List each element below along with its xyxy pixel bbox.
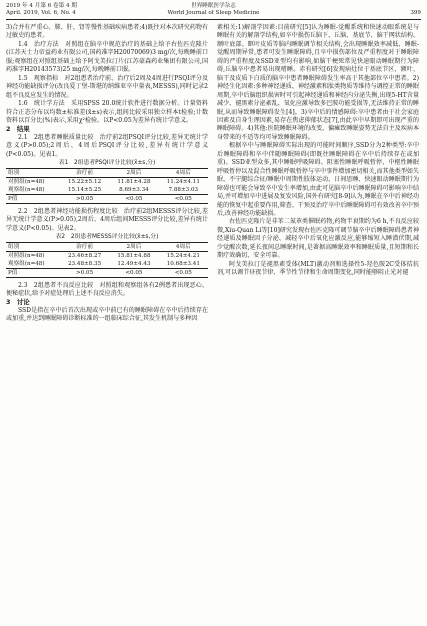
table-row <box>6 186 208 195</box>
table-header-row <box>6 168 208 177</box>
table-header-cell: 组别 <box>6 168 60 177</box>
table-header-cell: 治疗前 <box>60 168 109 177</box>
table-cell: P值 <box>6 268 60 277</box>
table-row <box>6 194 208 203</box>
table-row <box>6 177 208 186</box>
table-cell: >0.05 <box>60 268 109 277</box>
table-cell: 15.24±4.21 <box>166 252 200 259</box>
table-cell: 观察组(n=48) <box>8 260 45 267</box>
paragraph: 阿戈美拉汀是褪黑素受体(MLT)激动剂和选择性5-羟色胺2C受体拮抗剂,可以调节昼夜节律、季节性节律和生命周期变化,同时能够阻止光对褪 <box>217 260 419 277</box>
table-header-cell: 治疗前 <box>60 242 109 251</box>
journal-title-en: World Journal of Sleep Medicine <box>167 10 260 16</box>
paragraph: 2.3 2组患者不良反应比较 对照组和观察组各有2例患者出现恶心、便秘症状,给予对症处理后上述不良反应消失。 <box>6 281 208 297</box>
paragraph: 1.4 治疗方法 对照组在脑卒中规范治疗的基础上给予右佐匹克隆片(江苏天士力帝益药业有限公司,国药准字H20070069)3 mg/次,每晚睡前口服;观察组在对照组基础上给予阿戈美拉汀片(江苏豪森药业集团有限公司,国药准字H20143573)25 mg/次,每晚睡前口服。 <box>6 40 208 74</box>
left-column <box>6 24 208 324</box>
table-cell: <0.05 <box>159 268 208 277</box>
table-cell: <0.05 <box>109 268 158 277</box>
table-cell: 12.49±4.43 <box>117 260 151 267</box>
right-column <box>217 24 419 278</box>
journal-title-cn: 世界睡眠医学杂志 <box>191 3 236 9</box>
paragraph: 1.5 观察指标 对2组患者治疗前、治疗后2周及4周进行PSQI评分及神经功能缺损评分(改良爱丁堡-斯堪的纳维亚卒中量表,MESSS),同时记录2组不良反应发生的情况。 <box>6 74 208 99</box>
paragraph: 根据卒中与睡眠障碍实际出现的可能时间顺序,SSD分为2种类型:卒中后睡眠障碍和卒中伴随睡眠障碍(即既往睡眠障碍在卒中后持续存在或加重)。SSD亚型众多,其中睡眠呼吸障碍、阻塞性睡眠呼吸暂停、中枢性睡眠呼吸暂停以及混合性睡眠呼吸暂停与卒中事件增加密切相关,而其他类型如失眠、不宁腿综合征/睡眠中周期性肢体运动、日间思睡、快速眼动睡眠期行为障碍也可能会导致卒中发生率增加,由此可见脑卒中后睡眠障碍可影响卒中结局,并可增加卒中进展及复发风险,国外有研究[8-9]认为,睡眠在卒中后神经功能的恢复中起重要作用,筛查、干预及治疗卒中后睡眠障碍可有效改善卒中预后,改善神经功能缺损。 <box>217 142 419 217</box>
page-number: 399 <box>410 10 421 16</box>
table-cell: 11.81±4.28 <box>117 178 151 185</box>
table-caption: 表2 2组患者MESSS评分比较(x̄±s,分) <box>55 234 159 241</box>
section-heading: 2 结果 <box>6 125 30 134</box>
table-cell: 10.68±3.41 <box>166 260 200 267</box>
table-header-cell: 4周后 <box>159 168 208 177</box>
paragraph: 2.1 2组患者睡眠质量比较 治疗前2组PSQI评分比较,差异无统计学意义(P>0.05);2周后、4周后PSQI评分比较,差异有统计学意义(P<0.05)。见表1。 <box>6 133 208 158</box>
table-caption: 表1 2组患者PSQI评分比较(x̄±s,分) <box>58 160 156 167</box>
paragraph: 1.6 统计学方法 采用SPSS 20.0统计软件进行数据分析。计量资料符合正态分布以均数±标准差(x̄±s)表示,组间比较采用独立样本t检验;计数资料以百分比(%)表示,采用χ²检验。以P<0.05为差异有统计学意义。 <box>6 100 208 124</box>
paragraph: 右佐匹克隆片是非苯二氮䓬类催眠药物,药物半衰期约为6 h,不良反应较微,Xiu-Quan Li等[10]研究发现右佐匹克隆可调节脑卒中后睡眠障碍患者神经递质及睡眠因子分泌、减轻卒中后氧化应激反应,能够缩短入睡潜伏期,减少觉醒次数,延长夜间总睡眠时间,是著据高睡眠效率和睡眠质量,且短期和长期疗效确切、安全可靠。 <box>217 218 419 260</box>
issue-en: April. 2019, Vol. 6, No. 4 <box>6 10 76 16</box>
paragraph: 3)合并有严重心、肺、肝、肾等慢性基础疾病患者;4)既往对本次研究药物有过敏史的患者。 <box>6 24 208 40</box>
table-cell: 11.24±4.11 <box>166 178 200 185</box>
table-cell: 15.22±5.12 <box>67 178 102 185</box>
table-cell: 23.48±8.35 <box>67 260 102 267</box>
issue-cn: 2019 年 4 月第 6 卷第 4 期 <box>6 3 77 9</box>
paragraph: 素相关:1)解剖学因素:目前研究[5]认为睡眠-觉醒系统和快速动眼系统是与睡眠有关的解剖学结构,如卒中损伤丘脑下、丘脑、基底节、脑干网状结构、额叶底部、眶叶皮质等脑内睡眠调节相关结构,会出现睡眠效率减低、睡眠-觉醒周期异常,患者可发生睡眠障碍,且卒中损伤部位及严重程度对于睡眠障碍的严重程度及SSD亚型均有影响,如脑干梗死常见快速眼动睡眠期行为障碍,丘脑卒中患者易出现嗜睡。赤有研究[6]发现病灶位于基底节区、额叶、脑干及皮质下白质的脑卒中患者睡眠障碍发生率高于其他部位卒中患者。2)神经生化因素:多种神经递质、神经激素和肽类物质等维持与调控正常的睡眠周期,卒中后脑组织损害时可引起神经递质和神经内分泌失衡,出现5-HT含量减少、褪黑素分泌紊乱、氧化应激导致多巴胺功能受损等,无法维持正常的睡眠,从而导致睡眠障碍发生[4]。3)卒中后的情感障碍:卒中患者由于社会家庭因素及自身生理因素,易存在焦虑抑郁状态[7],由此卒中早期即可出现严重的睡眠障碍。4)其他:医院睡眠环境的改变、偏瘫致睡眠姿势无法自主及疾病本身带来的不适等均可导致睡眠障碍。 <box>217 24 419 141</box>
table-header-cell: 组别 <box>6 242 60 251</box>
table-cell: 8.69±3.34 <box>119 186 149 193</box>
table-cell: 对照组(n=48) <box>8 252 45 259</box>
paragraph: SSD是指在卒中后首次出现或卒中前已有的睡眠障碍在卒中后持续存在或加重,并达到睡眠障碍诊断标准的一组临床综合征,其发生机制与多种因 <box>6 306 208 323</box>
table-cell: 对照组(n=48) <box>8 178 45 185</box>
table-cell: 23.46±8.27 <box>67 252 102 259</box>
table-row <box>6 260 208 269</box>
section-heading: 3 讨论 <box>6 298 30 307</box>
table-row <box>6 251 208 260</box>
table-cell: 7.88±3.03 <box>168 186 199 193</box>
table-cell: 15.14±5.25 <box>67 186 102 193</box>
table-header-row <box>6 242 208 251</box>
table-header-cell: 2周后 <box>109 242 158 251</box>
psqi-table <box>6 168 208 204</box>
table-header-cell: 2周后 <box>109 168 158 177</box>
table-cell: <0.05 <box>159 194 208 203</box>
header-rule <box>6 19 421 20</box>
table-cell: 15.81±4.88 <box>117 252 151 259</box>
table-cell: >0.05 <box>60 194 109 203</box>
table-cell: <0.05 <box>109 194 158 203</box>
table-row <box>6 268 208 277</box>
table-cell: P值 <box>6 194 60 203</box>
table-header-cell: 4周后 <box>159 242 208 251</box>
paragraph: 2.2 2组患者神经功能损伤程度比较 治疗前2组MESSS评分比较,差异无统计学意义(P>0.05),2周后、4周后组间MESSS评分比较,差异有统计学意义(P<0.05)。见表2。 <box>6 207 208 232</box>
messs-table <box>6 242 208 278</box>
table-cell: 观察组(n=48) <box>8 186 45 193</box>
